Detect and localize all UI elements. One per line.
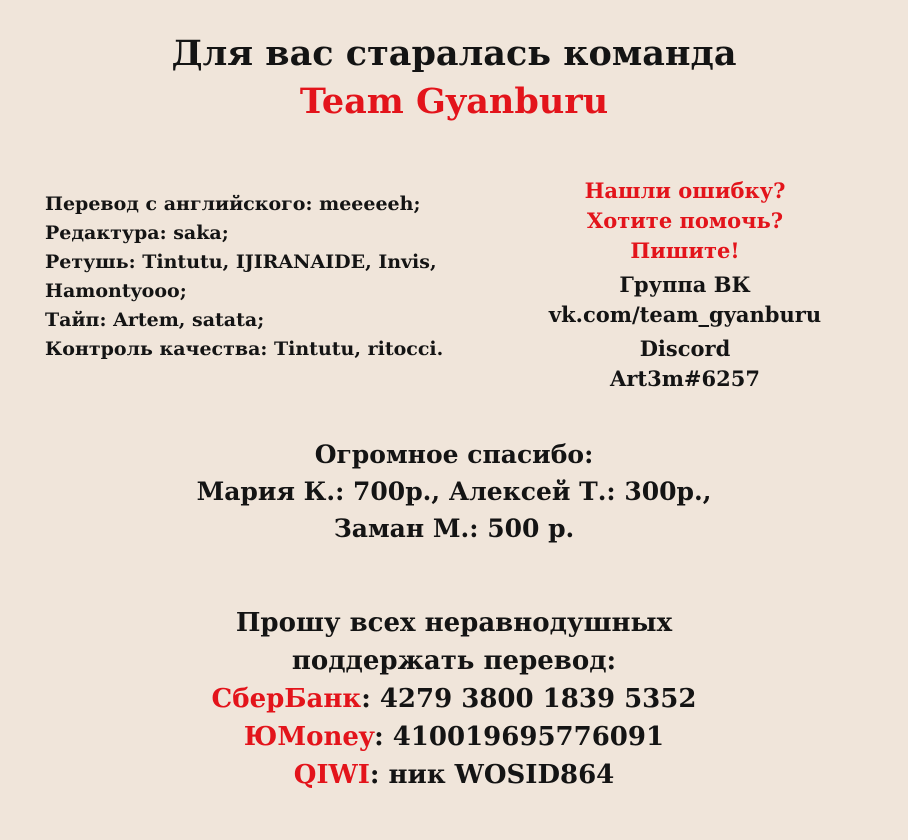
thanks-line: Мария К.: 700р., Алексей Т.: 300р., <box>196 477 712 506</box>
contact-prompt-line: Хотите помочь? <box>586 208 784 233</box>
contact-block <box>520 176 850 394</box>
vk-group-label: Группа ВК <box>619 272 751 297</box>
credit-retouch: Ретушь: Tintutu, IJIRANAIDE, Invis, <box>45 251 437 273</box>
payment-name: ЮMoney <box>243 722 375 752</box>
page-title: Для вас старалась команда <box>171 33 737 74</box>
contact-prompt-line: Нашли ошибку? <box>584 178 786 203</box>
discord-label: Discord <box>639 336 731 361</box>
thanks-line: Заман М.: 500 р. <box>333 514 575 543</box>
discord-handle: Art3m#6257 <box>610 366 760 391</box>
support-line: Прошу всех неравнодушных <box>235 608 673 638</box>
support-block <box>0 604 908 794</box>
payment-yumoney <box>0 718 908 756</box>
credit-typesetting: Тайп: Artem, satata; <box>45 309 265 331</box>
thanks-block <box>0 436 908 547</box>
payment-value: : ник WOSID864 <box>369 760 615 790</box>
payment-name: QIWI <box>293 760 370 790</box>
payment-value: : 4279 3800 1839 5352 <box>361 684 697 714</box>
credit-quality-control: Контроль качества: Tintutu, ritocci. <box>45 338 444 360</box>
credit-retouch-continued: Hamontyooo; <box>45 280 187 302</box>
payment-sberbank <box>0 680 908 718</box>
payment-name: СберБанк <box>211 684 362 714</box>
payment-value: : 410019695776091 <box>374 722 665 752</box>
team-name: Team Gyanburu <box>299 81 609 122</box>
support-line: поддержать перевод: <box>291 646 617 676</box>
credits-list <box>45 190 515 364</box>
payment-qiwi <box>0 756 908 794</box>
credit-editing: Редактура: saka; <box>45 222 229 244</box>
thanks-heading: Огромное спасибо: <box>314 440 594 469</box>
vk-group-link[interactable]: vk.com/team_gyanburu <box>548 302 822 327</box>
contact-prompt-line: Пишите! <box>630 238 740 263</box>
credit-translation: Перевод с английского: meeeeeh; <box>45 193 421 215</box>
